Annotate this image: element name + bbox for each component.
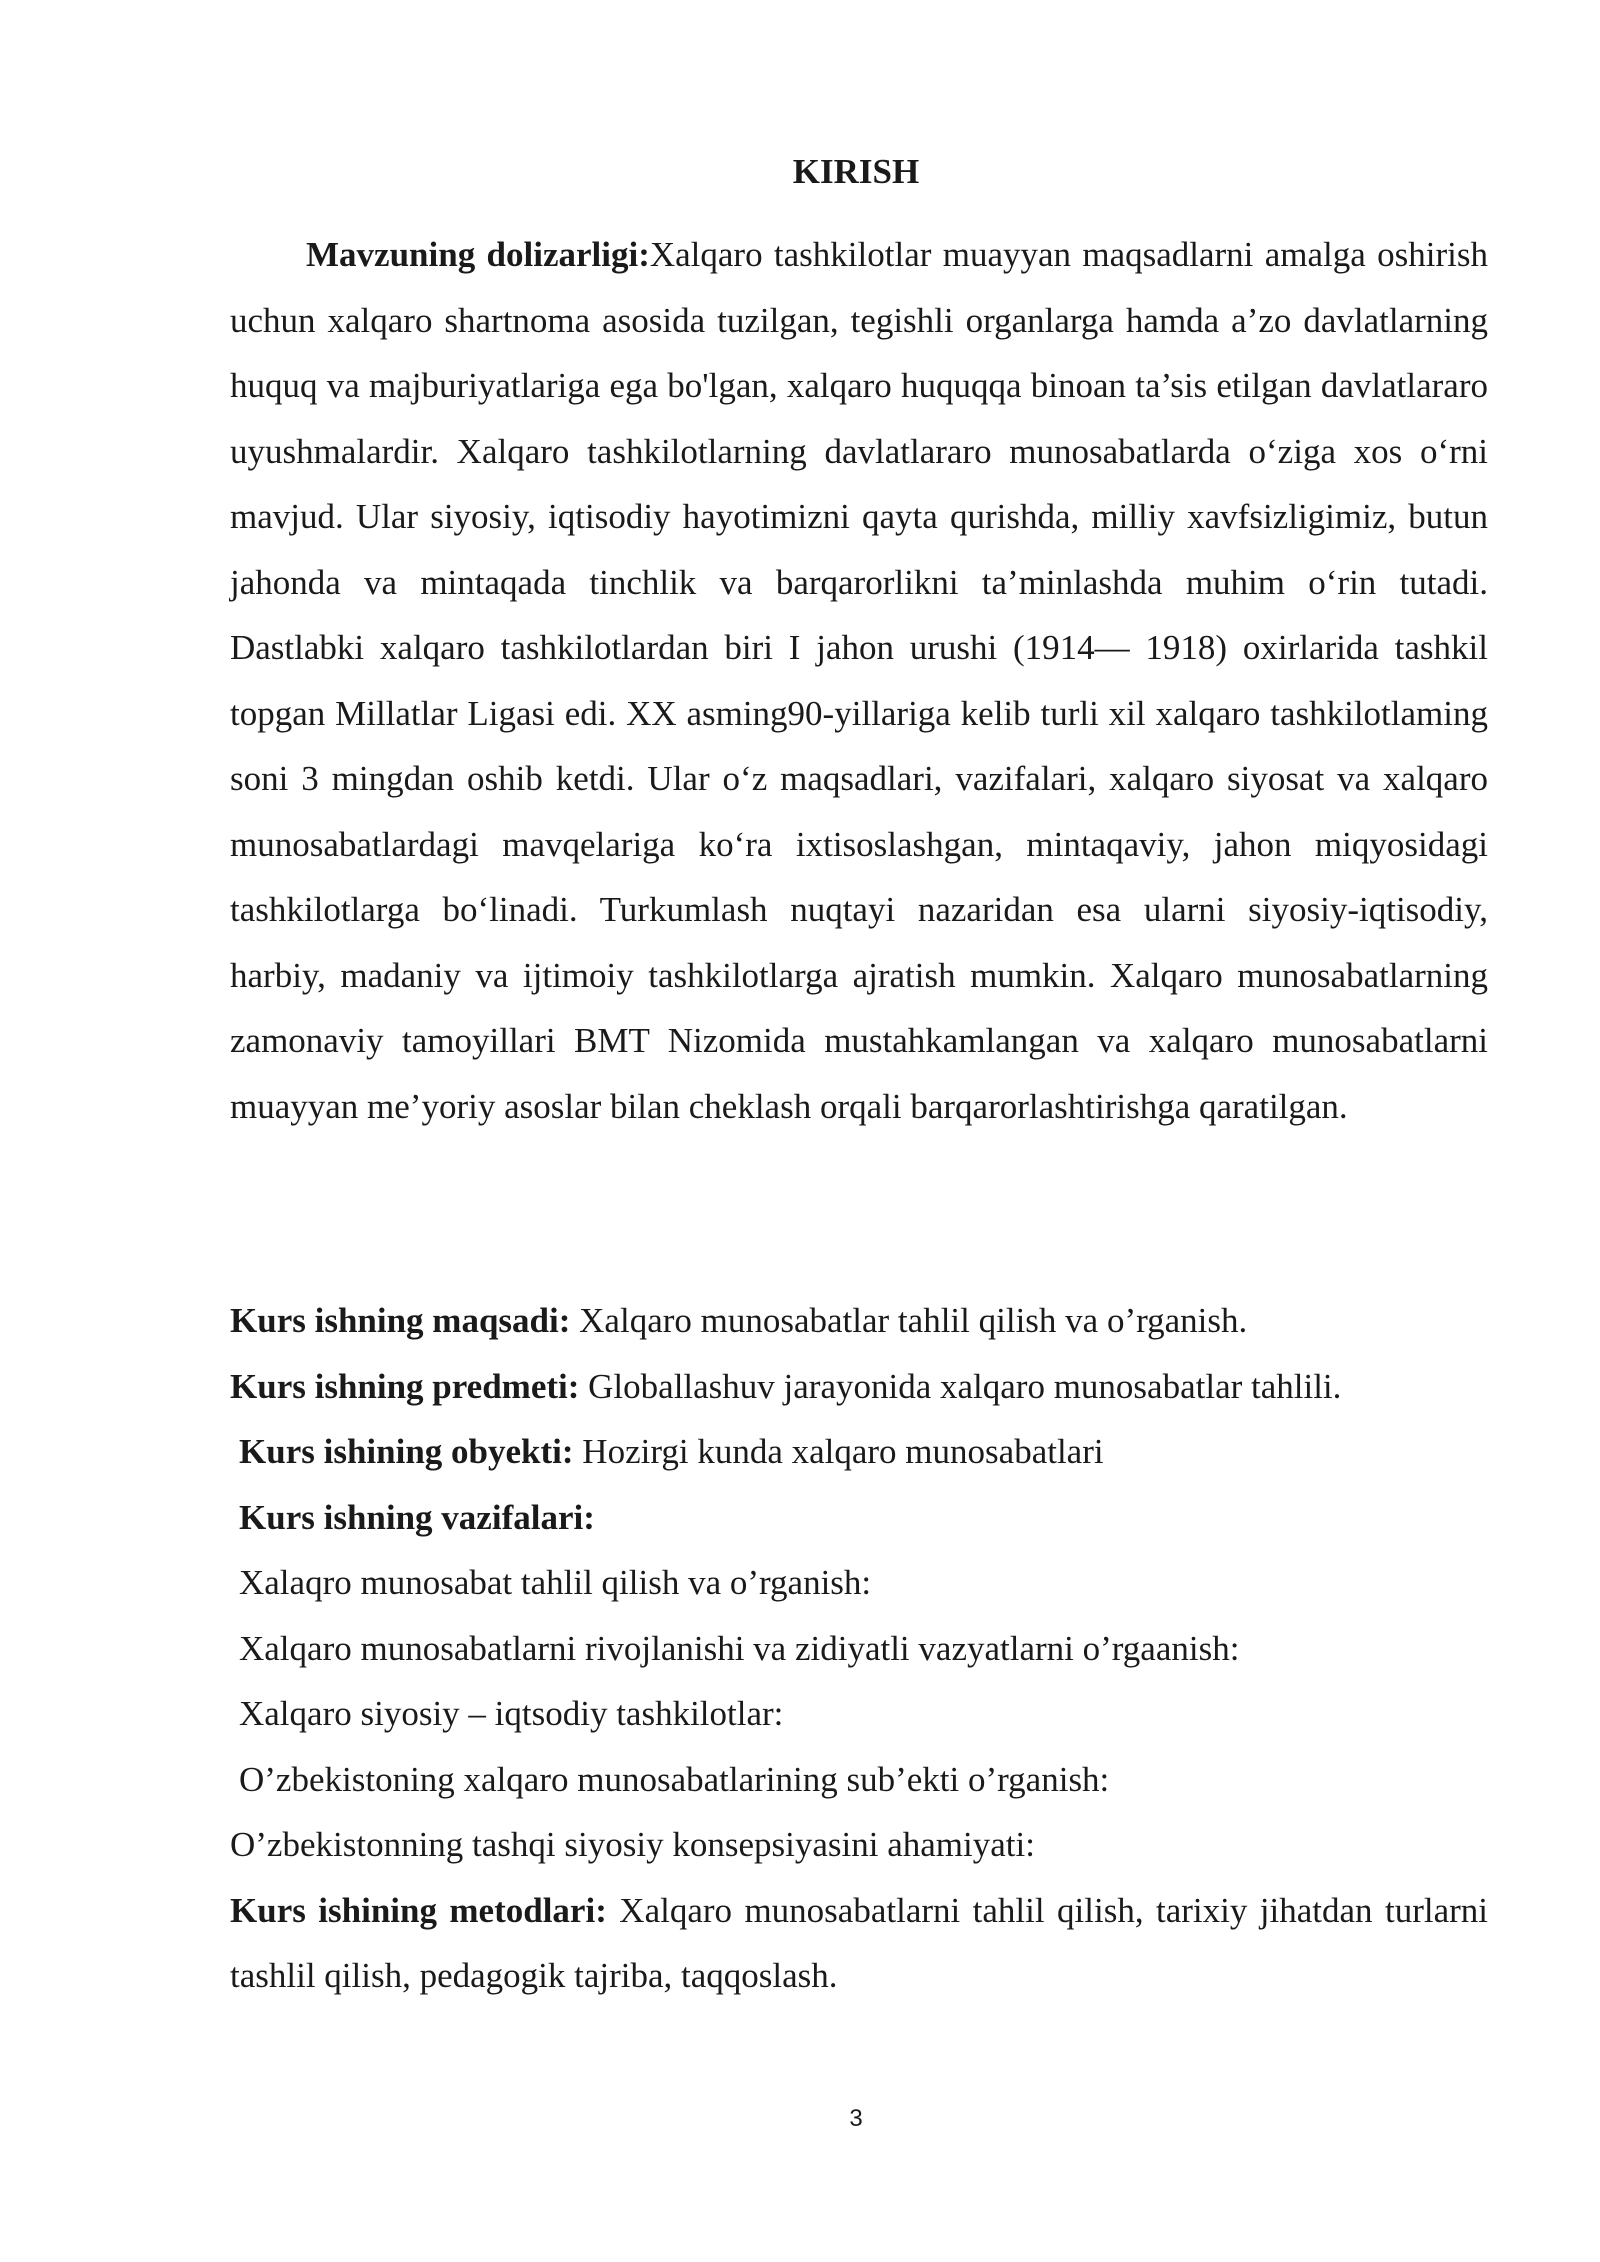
methods-paragraph xyxy=(230,1878,1488,2009)
object-line xyxy=(230,1419,1488,1485)
task-item: O’zbekistonning tashqi siyosiy konsepsiyasini ahamiyati: xyxy=(230,1825,1035,1864)
methods-label: Kurs ishining metodlari: xyxy=(230,1890,607,1930)
object-label: Kurs ishining obyekti: xyxy=(239,1432,574,1471)
page-number: 3 xyxy=(849,2105,863,2132)
tasks-heading xyxy=(230,1485,1488,1551)
object-text: Hozirgi kunda xalqaro munosabatlari xyxy=(573,1432,1104,1471)
task-item: Xalaqro munosabat tahlil qilish va o’rganish: xyxy=(239,1563,872,1602)
goal-text: Xalqaro munosabatlar tahlil qilish va o’rganish. xyxy=(570,1301,1248,1340)
page-title: KIRISH xyxy=(792,152,920,191)
task-item: O’zbekistoning xalqaro munosabatlarining sub’ekti o’rganish: xyxy=(239,1759,1110,1799)
subject-line xyxy=(230,1354,1488,1420)
task-item: Xalqaro siyosiy – iqtsodiy tashkilotlar: xyxy=(239,1694,784,1733)
subject-label: Kurs ishning predmeti: xyxy=(230,1366,580,1406)
relevance-paragraph xyxy=(230,222,1488,1139)
task-item: Xalqaro munosabatlarni rivojlanishi va zidiyatli vazyatlarni o’rgaanish: xyxy=(239,1628,1240,1668)
goal-label: Kurs ishning maqsadi: xyxy=(230,1301,571,1340)
relevance-text: Xalqaro tashkilotlar muayyan maqsadlarni amalga oshirish uchun xalqaro shartnoma asosida tuzilgan, tegishli organlarga hamda a’zo davlatlarning huquq va majburiyatlariga ega bo'lgan, xalqaro huquqqa binoan ta’sis etilgan davlatlararo uyushmalardir. Xalqaro tashkilotlarning davlatlararo munosabatlarda o‘ziga xos o‘rni mavjud. Ular siyosiy, iqtisodiy hayotimizni qayta qurishda, milliy xavfsizligimiz, butun jahonda va mintaqada tinchlik va barqarorlikni ta’minlashda muhim o‘rin tutadi. Dastlabki xalqaro tashkilotlardan biri I jahon urushi (1914— 1918) oxirlarida tashkil topgan Millatlar Ligasi edi. XX asming90-yillariga kelib turli xil xalqaro tashkilotlaming soni 3 mingdan oshib ketdi. Ular o‘z maqsadlari, vazifalari, xalqaro siyosat va xalqaro munosabatlardagi mavqelariga ko‘ra ixtisoslashgan, mintaqaviy, jahon miqyosidagi tashkilotlarga bo‘linadi. Turkumlash nuqtayi nazaridan esa ularni siyosiy-iqtisodiy, harbiy, madaniy va ijtimoiy tashkilotlarga ajratish mumkin. Xalqaro munosabatlarning zamonaviy tamoyillari BMT Nizomida mustahkamlangan va xalqaro munosabatlarni muayyan me’yoriy asoslar bilan cheklash orqali barqarorlashtirishga qaratilgan. xyxy=(230,235,1488,1126)
methods-text: Xalqaro munosabatlarni tahlil qilish, tarixiy jihatdan turlarni tashlil qilish, pedagogik tajriba, taqqoslash. xyxy=(230,1890,1488,1995)
goal-line xyxy=(230,1288,1488,1354)
tasks-label: Kurs ishning vazifalari: xyxy=(239,1497,595,1537)
relevance-label: Mavzuning dolizarligi: xyxy=(306,235,650,274)
subject-text: Globallashuv jarayonida xalqaro munosabatlar tahlili. xyxy=(579,1366,1342,1406)
course-work-details xyxy=(230,1288,1488,2009)
